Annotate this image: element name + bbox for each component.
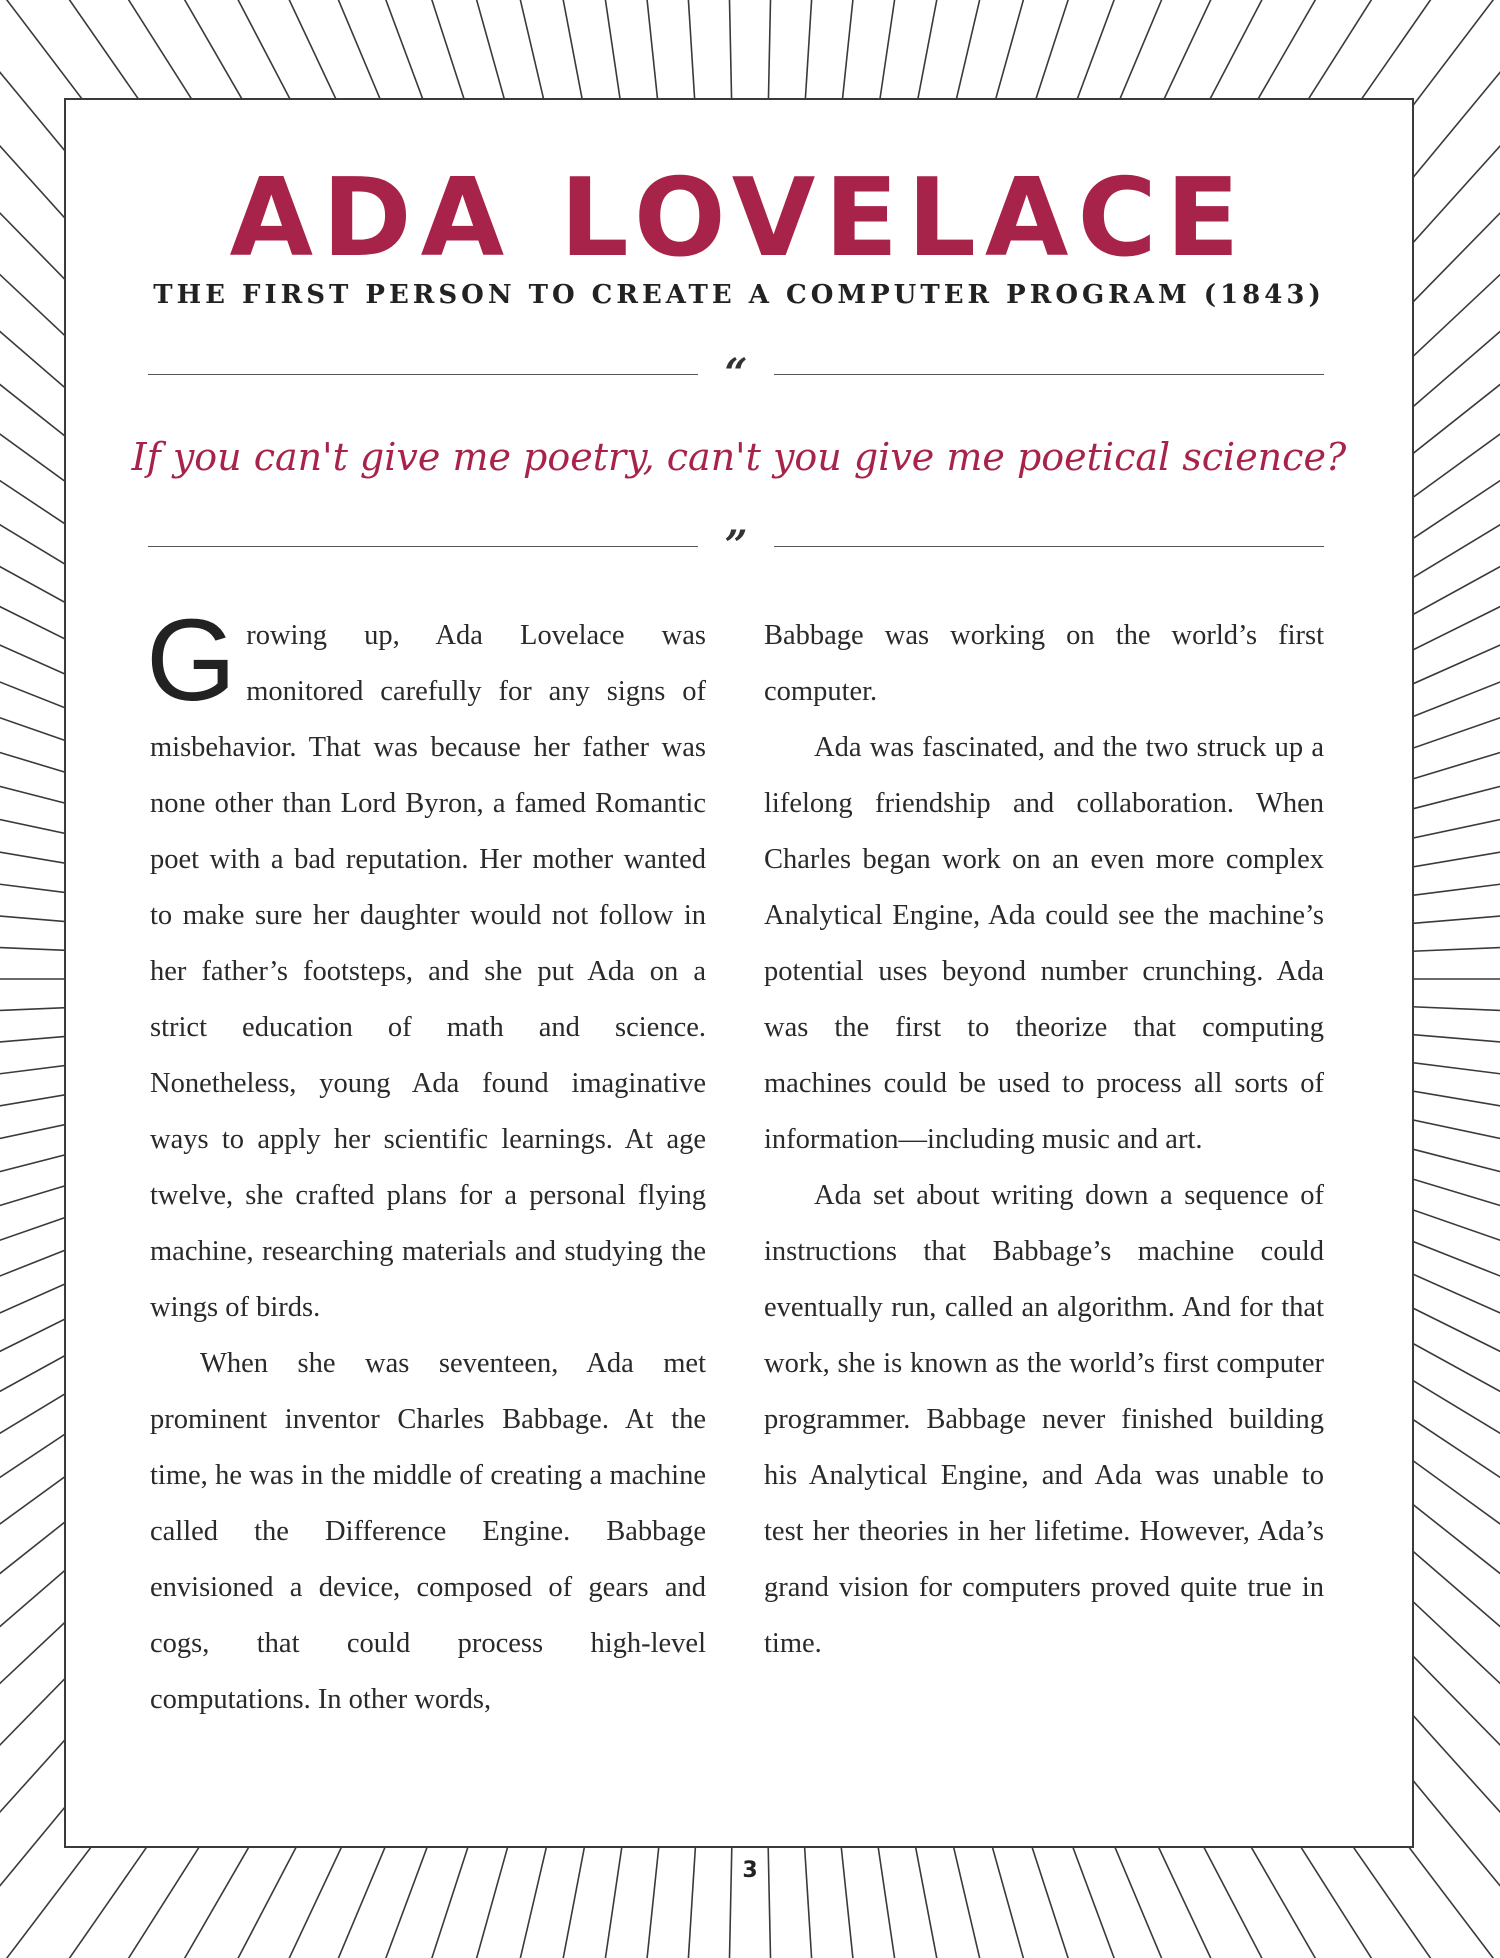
- paragraph-text: rowing up, Ada Lovelace was monitored carefully for any signs of misbehavior. That was because her father was none other than Lord Byron, a famed Romantic poet with a bad reputation. Her mother wanted to make sure her daughter would not follow in her father’s footsteps, and she put Ada on a strict education of math and science. Nonetheless, young Ada found imaginative ways to apply her scientific learnings. At age twelve, she crafted plans for a personal flying machine, researching materials and studying the wings of birds.: [150, 620, 706, 1323]
- open-quote-mark: “: [724, 350, 748, 397]
- paragraph: Ada set about writing down a sequence of instructions that Babbage’s machine could eventually run, called an algorithm. And for that work, she is known as the world’s first computer programmer. Babbage never finished building his Analytical Engine, and Ada was unable to test her theories in her lifetime. However, Ada’s grand vision for computers proved quite true in time.: [764, 1180, 1324, 1659]
- divider-line-right: [774, 546, 1324, 547]
- page-subtitle: THE FIRST PERSON TO CREATE A COMPUTER PROGRAM (1843): [153, 280, 1325, 310]
- content-panel: [64, 98, 1414, 1848]
- left-column: [146, 595, 706, 1728]
- quote-close-divider: [148, 522, 1324, 569]
- drop-cap: G: [146, 595, 237, 725]
- close-quote-mark: ”: [724, 522, 748, 569]
- page-number: 3: [742, 1858, 758, 1883]
- paragraph: [146, 595, 706, 1336]
- divider-line-right: [774, 374, 1324, 375]
- page-title: ADA LOVELACE: [229, 156, 1249, 281]
- pull-quote: If you can't give me poetry, can't you give me poetical science?: [131, 435, 1347, 479]
- paragraph: Ada was fascinated, and the two struck up a lifelong friendship and collaboration. When Charles began work on an even more complex Analytical Engine, Ada could see the machine’s potential uses beyond number crunching. Ada was the first to theorize that computing machines could be used to process all sorts of information—including music and art.: [764, 732, 1324, 1155]
- paragraph: Babbage was working on the world’s first computer.: [764, 620, 1324, 707]
- right-column: [764, 608, 1324, 1672]
- paragraph: When she was seventeen, Ada met prominent inventor Charles Babbage. At the time, he was in the middle of creating a machine called the Difference Engine. Babbage envisioned a device, composed of gears and cogs, that could process high-level computations. In other words,: [150, 1348, 706, 1715]
- quote-open-divider: [148, 350, 1324, 397]
